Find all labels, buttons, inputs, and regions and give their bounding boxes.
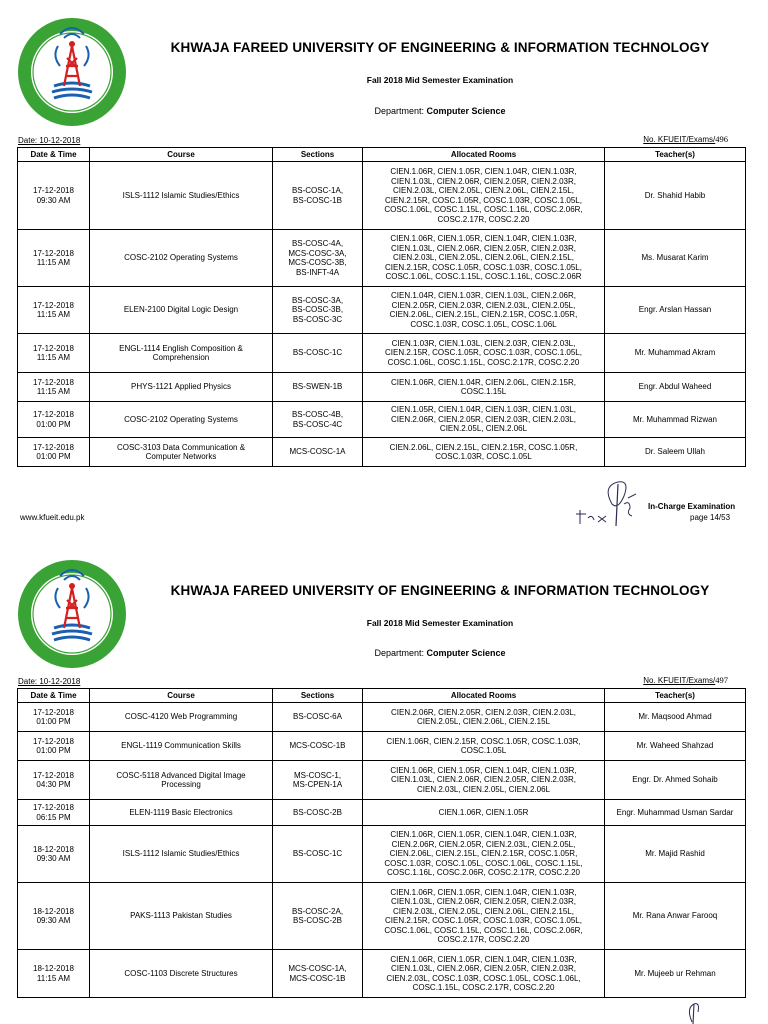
university-title: KHWAJA FAREED UNIVERSITY OF ENGINEERING & INFORMATION TECHNOLOGY	[170, 583, 710, 598]
exam-time: 11:15 AM	[36, 310, 71, 319]
exam-date: 17-12-2018	[33, 248, 74, 258]
issue-date: Date: 10-12-2018	[18, 677, 81, 686]
university-title: KHWAJA FAREED UNIVERSITY OF ENGINEERING & INFORMATION TECHNOLOGY	[170, 40, 710, 55]
date-time-cell	[18, 373, 90, 402]
exam-time: 06:15 PM	[36, 812, 71, 822]
date-time-cell	[18, 162, 90, 230]
rooms-cell: CIEN.1.06R, CIEN.1.04R, CIEN.2.06L, CIEN.2.15R, COSC.1.15L	[363, 373, 605, 402]
exam-date: 17-12-2018	[33, 803, 74, 812]
table-header-row	[18, 148, 746, 162]
exam-date: 17-12-2018	[33, 410, 74, 419]
teacher-cell: Mr. Rana Anwar Farooq	[605, 883, 746, 950]
course-cell: COSC-1103 Discrete Structures	[90, 950, 273, 998]
teacher-cell: Engr. Muhammad Usman Sardar	[605, 800, 746, 826]
exam-time: 01:00 PM	[36, 419, 71, 429]
department-label: Department:	[374, 106, 424, 116]
sections-cell: BS-COSC-4A, MCS-COSC-3A, MCS-COSC-3B, BS-INFT-4A	[273, 230, 363, 287]
rooms-cell: CIEN.1.05R, CIEN.1.04R, CIEN.1.03R, CIEN.1.03L, CIEN.2.06R, CIEN.2.05R, CIEN.2.03R, CIEN.2.03L, CIEN.2.05L, CIEN.2.06L	[363, 402, 605, 438]
column-header: Date & Time	[18, 148, 90, 162]
sections-cell: BS-COSC-1C	[273, 334, 363, 373]
date-time-cell	[18, 826, 90, 883]
signature-image	[572, 474, 646, 528]
rooms-cell: CIEN.1.06R, CIEN.1.05R, CIEN.1.04R, CIEN.1.03R, CIEN.1.03L, CIEN.2.06R, CIEN.2.05R, CIEN.2.03R, CIEN.2.03L, CIEN.2.05L, CIEN.2.06L	[363, 761, 605, 800]
exam-title: Fall 2018 Mid Semester Examination	[366, 618, 514, 628]
rooms-cell: CIEN.2.06L, CIEN.2.15L, CIEN.2.15R, COSC.1.05R, COSC.1.03R, COSC.1.05L	[363, 438, 605, 467]
date-time-cell	[18, 800, 90, 826]
schedule-table	[17, 688, 746, 998]
course-cell: ELEN-2100 Digital Logic Design	[90, 287, 273, 334]
teacher-cell: Mr. Muhammad Rizwan	[605, 402, 746, 438]
exam-date: 17-12-2018	[33, 736, 74, 746]
course-cell: ELEN-1119 Basic Electronics	[90, 800, 273, 826]
table-row	[18, 703, 746, 732]
reference-value: 497	[715, 675, 728, 685]
table-row	[18, 230, 746, 287]
sections-cell: BS-COSC-2A, BS-COSC-2B	[273, 883, 363, 950]
footer-website: www.kfueit.edu.pk	[20, 513, 85, 522]
table-row	[18, 732, 746, 761]
column-header: Sections	[273, 148, 363, 162]
signature-image	[680, 1002, 710, 1024]
table-row	[18, 287, 746, 334]
date-time-cell	[18, 287, 90, 334]
exam-date: 17-12-2018	[33, 186, 74, 195]
department-line	[140, 648, 740, 658]
rooms-cell: CIEN.1.06R, CIEN.1.05R	[363, 800, 605, 826]
exam-time: 09:30 AM	[36, 916, 71, 925]
department-value: Computer Science	[426, 648, 506, 658]
reference-number	[643, 675, 728, 685]
exam-title: Fall 2018 Mid Semester Examination	[366, 75, 514, 85]
table-row	[18, 402, 746, 438]
teacher-cell: Mr. Muhammad Akram	[605, 334, 746, 373]
rooms-cell: CIEN.1.06R, CIEN.1.05R, CIEN.1.04R, CIEN.1.03R, CIEN.1.03L, CIEN.2.06R, CIEN.2.05R, CIEN.2.03R, CIEN.2.03L, CIEN.2.05L, CIEN.2.06L, CIEN.2.15L, CIEN.2.15R, COSC.1.05R, COSC.1.03R, COSC.1.05L, COSC.1.06L, COSC.1.15L, COSC.1.16L, COSC.2.06R, COSC.2.17R, COSC.2.20	[363, 883, 605, 950]
teacher-cell: Engr. Arslan Hassan	[605, 287, 746, 334]
exam-date: 18-12-2018	[33, 906, 74, 916]
department-label: Department:	[374, 648, 424, 658]
column-header: Teacher(s)	[605, 148, 746, 162]
exam-time: 09:30 AM	[36, 195, 71, 205]
exam-date: 17-12-2018	[33, 442, 74, 452]
column-header: Teacher(s)	[605, 689, 746, 703]
table-row	[18, 883, 746, 950]
course-cell: COSC-2102 Operating Systems	[90, 402, 273, 438]
teacher-cell: Dr. Shahid Habib	[605, 162, 746, 230]
date-time-cell	[18, 230, 90, 287]
sections-cell: BS-COSC-4B, BS-COSC-4C	[273, 402, 363, 438]
date-time-cell	[18, 732, 90, 761]
teacher-cell: Engr. Dr. Ahmed Sohaib	[605, 761, 746, 800]
column-header: Date & Time	[18, 689, 90, 703]
sections-cell: MCS-COSC-1B	[273, 732, 363, 761]
reference-prefix: No. KFUEIT/Exams/	[643, 676, 716, 685]
teacher-cell: Dr. Saleem Ullah	[605, 438, 746, 467]
rooms-cell: CIEN.1.06R, CIEN.1.05R, CIEN.1.04R, CIEN.1.03R, CIEN.1.03L, CIEN.2.06R, CIEN.2.05R, CIEN.2.03R, CIEN.2.03L, CIEN.2.05L, CIEN.2.06L, CIEN.2.15L, CIEN.2.15R, COSC.1.05R, COSC.1.03R, COSC.1.05L, COSC.1.06L, COSC.1.15L, COSC.1.16L, COSC.2.06R, COSC.2.17R, COSC.2.20	[363, 162, 605, 230]
rooms-cell: CIEN.1.04R, CIEN.1.03R, CIEN.1.03L, CIEN.2.06R, CIEN.2.05R, CIEN.2.03R, CIEN.2.03L, CIEN.2.05L, CIEN.2.06L, CIEN.2.15L, CIEN.2.15R, COSC.1.05R, COSC.1.03R, COSC.1.05L, COSC.1.06L	[363, 287, 605, 334]
exam-time: 11:15 AM	[36, 258, 71, 267]
column-header: Course	[90, 689, 273, 703]
course-cell: COSC-4120 Web Programming	[90, 703, 273, 732]
date-time-cell	[18, 883, 90, 950]
teacher-cell: Engr. Abdul Waheed	[605, 373, 746, 402]
exam-date: 17-12-2018	[33, 707, 74, 717]
teacher-cell: Ms. Musarat Karim	[605, 230, 746, 287]
date-time-cell	[18, 950, 90, 998]
exam-time: 01:00 PM	[36, 746, 71, 755]
exam-date: 17-12-2018	[33, 343, 74, 353]
document-page-2	[0, 540, 768, 1024]
column-header: Allocated Rooms	[363, 689, 605, 703]
table-header-row	[18, 689, 746, 703]
column-header: Allocated Rooms	[363, 148, 605, 162]
sections-cell: BS-COSC-2B	[273, 800, 363, 826]
date-time-cell	[18, 761, 90, 800]
issue-date: Date: 10-12-2018	[18, 136, 81, 145]
exam-date: 18-12-2018	[33, 964, 74, 973]
sections-cell: MS-COSC-1, MS-CPEN-1A	[273, 761, 363, 800]
incharge-examination: In-Charge Examination	[648, 502, 736, 511]
date-time-cell	[18, 334, 90, 373]
course-cell: ISLS-1112 Islamic Studies/Ethics	[90, 162, 273, 230]
exam-date: 17-12-2018	[33, 377, 74, 387]
course-cell: COSC-2102 Operating Systems	[90, 230, 273, 287]
table-row	[18, 373, 746, 402]
teacher-cell: Mr. Maqsood Ahmad	[605, 703, 746, 732]
sections-cell: MCS-COSC-1A, MCS-COSC-1B	[273, 950, 363, 998]
department-value: Computer Science	[426, 106, 506, 116]
teacher-cell: Mr. Majid Rashid	[605, 826, 746, 883]
exam-time: 11:15 AM	[36, 973, 71, 983]
date-time-cell	[18, 703, 90, 732]
column-header: Course	[90, 148, 273, 162]
reference-value: 496	[715, 134, 728, 144]
rooms-cell: CIEN.1.06R, CIEN.1.05R, CIEN.1.04R, CIEN.1.03R, CIEN.1.03L, CIEN.2.06R, CIEN.2.05R, CIEN.2.03R, CIEN.2.03L, CIEN.2.05L, CIEN.2.06L, CIEN.2.15L, CIEN.2.15R, COSC.1.05R, COSC.1.03R, COSC.1.05L, COSC.1.06L, COSC.1.15L, COSC.1.16L, COSC.2.06R	[363, 230, 605, 287]
course-cell: COSC-5118 Advanced Digital Image Processing	[90, 761, 273, 800]
course-cell: ISLS-1112 Islamic Studies/Ethics	[90, 826, 273, 883]
rooms-cell: CIEN.1.06R, CIEN.2.15R, COSC.1.05R, COSC.1.03R, COSC.1.05L	[363, 732, 605, 761]
rooms-cell: CIEN.1.03R, CIEN.1.03L, CIEN.2.03R, CIEN.2.03L, CIEN.2.15R, COSC.1.05R, COSC.1.03R, COSC.1.05L, COSC.1.06L, COSC.1.15L, COSC.2.17R, COSC.2.20	[363, 334, 605, 373]
course-cell: COSC-3103 Data Communication & Computer Networks	[90, 438, 273, 467]
table-row	[18, 826, 746, 883]
table-row	[18, 761, 746, 800]
sections-cell: BS-COSC-1C	[273, 826, 363, 883]
course-cell: ENGL-1114 English Composition & Comprehension	[90, 334, 273, 373]
exam-time: 11:15 AM	[36, 387, 71, 396]
course-cell: PHYS-1121 Applied Physics	[90, 373, 273, 402]
table-row	[18, 438, 746, 467]
date-time-cell	[18, 402, 90, 438]
department-line	[140, 106, 740, 116]
rooms-cell: CIEN.2.06R, CIEN.2.05R, CIEN.2.03R, CIEN.2.03L, CIEN.2.05L, CIEN.2.06L, CIEN.2.15L	[363, 703, 605, 732]
table-row	[18, 800, 746, 826]
table-row	[18, 334, 746, 373]
date-time-cell	[18, 438, 90, 467]
page-number: page 14/53	[690, 513, 731, 522]
column-header: Sections	[273, 689, 363, 703]
table-row	[18, 950, 746, 998]
rooms-cell: CIEN.1.06R, CIEN.1.05R, CIEN.1.04R, CIEN.1.03R, CIEN.2.06R, CIEN.2.05R, CIEN.2.03L, CIEN.2.05L, CIEN.2.06L, CIEN.2.15L, CIEN.2.15R, COSC.1.05R, COSC.1.03R, COSC.1.05L, COSC.1.06L, COSC.1.15L, COSC.1.16L, COSC.2.06R, COSC.2.17R, COSC.2.20	[363, 826, 605, 883]
reference-number	[643, 134, 728, 144]
exam-time: 04:30 PM	[36, 780, 71, 789]
exam-date: 17-12-2018	[33, 300, 74, 310]
teacher-cell: Mr. Mujeeb ur Rehman	[605, 950, 746, 998]
university-logo	[16, 558, 128, 670]
table-row	[18, 162, 746, 230]
exam-time: 01:00 PM	[36, 717, 71, 726]
teacher-cell: Mr. Waheed Shahzad	[605, 732, 746, 761]
sections-cell: BS-SWEN-1B	[273, 373, 363, 402]
exam-time: 09:30 AM	[36, 854, 71, 863]
exam-time: 01:00 PM	[36, 452, 71, 461]
sections-cell: BS-COSC-3A, BS-COSC-3B, BS-COSC-3C	[273, 287, 363, 334]
schedule-table	[17, 147, 746, 467]
course-cell: PAKS-1113 Pakistan Studies	[90, 883, 273, 950]
exam-date: 18-12-2018	[33, 844, 74, 854]
course-cell: ENGL-1119 Communication Skills	[90, 732, 273, 761]
sections-cell: BS-COSC-1A, BS-COSC-1B	[273, 162, 363, 230]
reference-prefix: No. KFUEIT/Exams/	[643, 135, 716, 144]
exam-date: 17-12-2018	[33, 770, 74, 780]
exam-time: 11:15 AM	[36, 353, 71, 362]
sections-cell: BS-COSC-6A	[273, 703, 363, 732]
rooms-cell: CIEN.1.06R, CIEN.1.05R, CIEN.1.04R, CIEN.1.03R, CIEN.1.03L, CIEN.2.06R, CIEN.2.05R, CIEN.2.03R, CIEN.2.03L, COSC.1.03R, COSC.1.05L, COSC.1.06L, COSC.1.15L, COSC.2.17R, COSC.2.20	[363, 950, 605, 998]
sections-cell: MCS-COSC-1A	[273, 438, 363, 467]
university-logo	[16, 16, 128, 128]
